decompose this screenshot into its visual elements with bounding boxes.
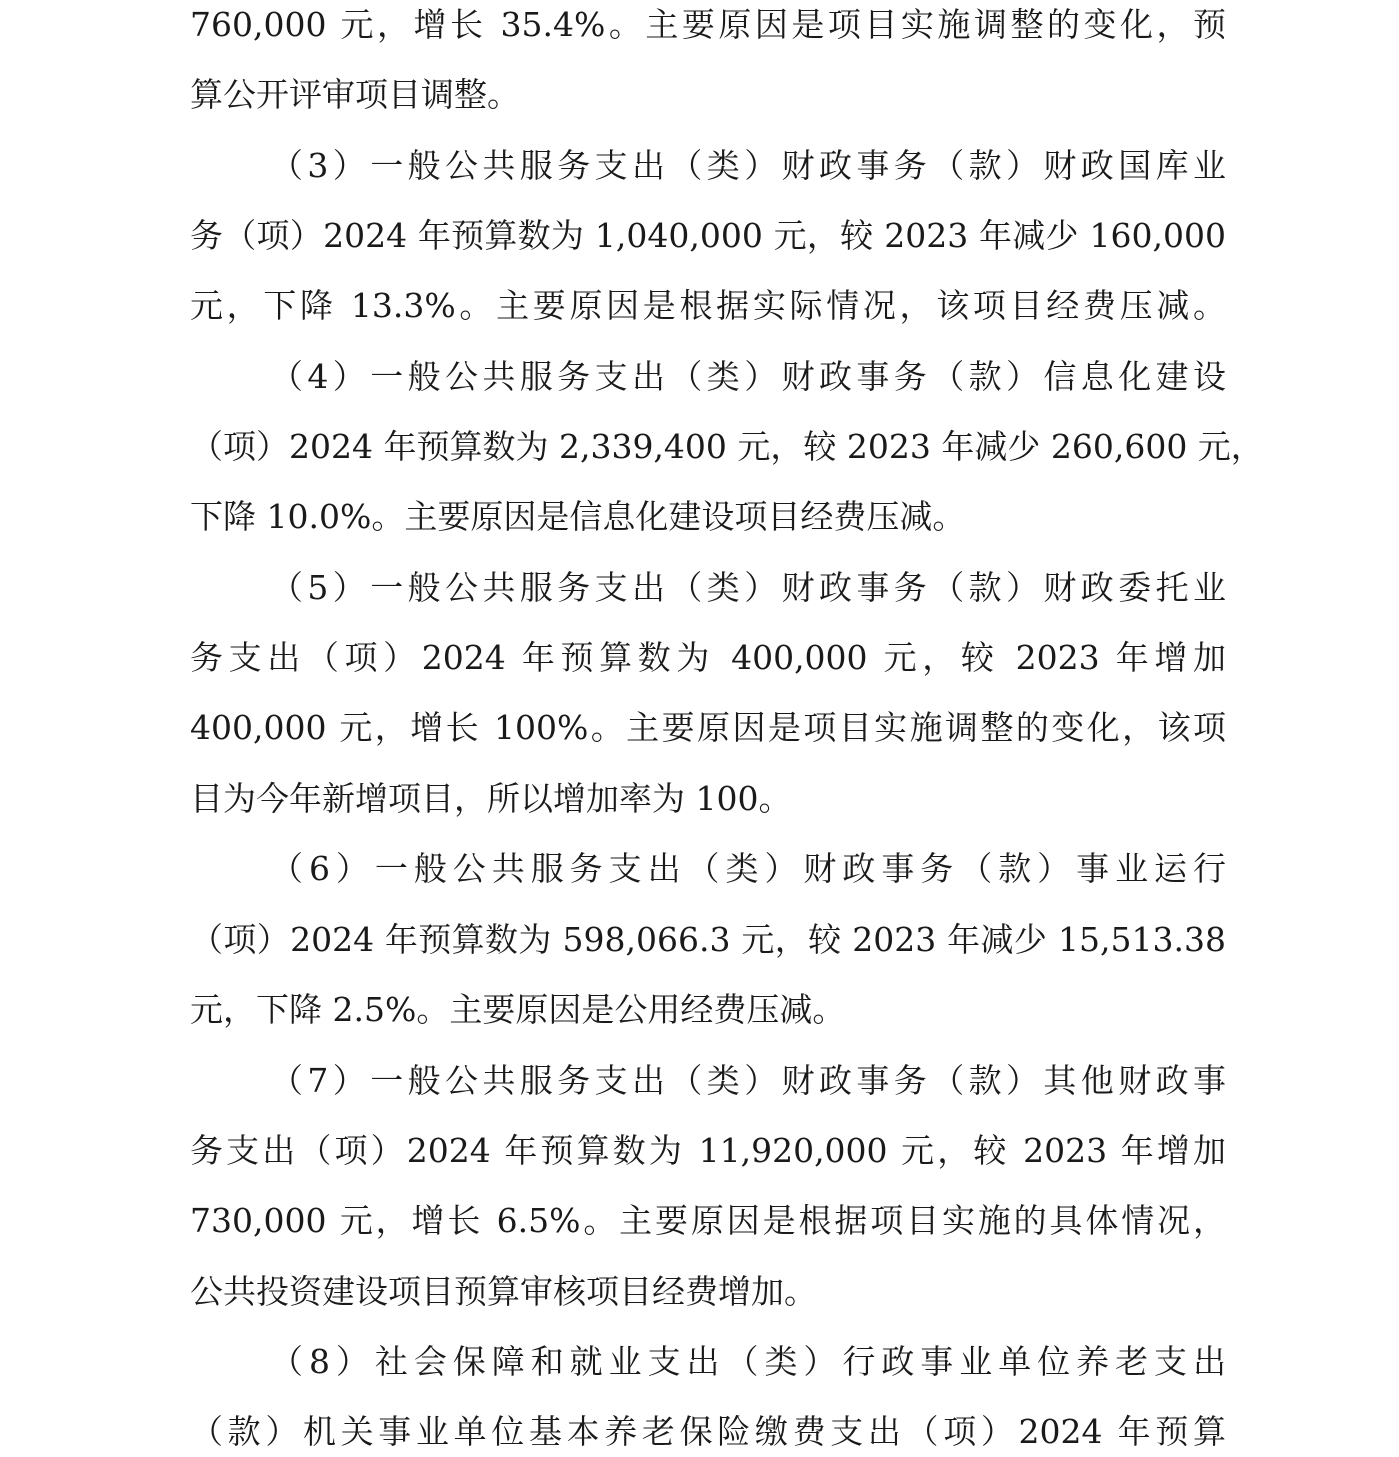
body-text-line: 下降 10.0%。主要原因是信息化建设项目经费压减。 [190,497,966,536]
paragraph-heading-6: （6）一般公共服务支出（类）财政事务（款）事业运行 [270,849,1226,888]
body-text-line: 务支出（项）2024 年预算数为 11,920,000 元，较 2023 年增加 [190,1131,1226,1170]
paragraph-heading-4: （4）一般公共服务支出（类）财政事务（款）信息化建设 [270,357,1226,396]
body-text-line: 730,000 元，增长 6.5%。主要原因是根据项目实施的具体情况， [190,1201,1226,1240]
paragraph-heading-5: （5）一般公共服务支出（类）财政事务（款）财政委托业 [270,568,1226,607]
body-text-line: 务（项）2024 年预算数为 1,040,000 元，较 2023 年减少 160,000 [190,216,1226,255]
body-text-line: （项）2024 年预算数为 598,066.3 元，较 2023 年减少 15,513.38 [190,920,1226,959]
body-text-line: 算公开评审项目调整。 [190,75,520,114]
paragraph-heading-7: （7）一般公共服务支出（类）财政事务（款）其他财政事 [270,1061,1226,1100]
body-text-line: （款）机关事业单位基本养老保险缴费支出（项）2024 年预算 [190,1412,1226,1451]
body-text-line: 务支出（项）2024 年预算数为 400,000 元，较 2023 年增加 [190,638,1226,677]
body-text-line: 元，下降 13.3%。主要原因是根据实际情况，该项目经费压减。 [190,286,1226,325]
body-text-line: 400,000 元，增长 100%。主要原因是项目实施调整的变化，该项 [190,708,1226,747]
body-text-line: 元，下降 2.5%。主要原因是公用经费压减。 [190,990,846,1029]
body-text-line: 目为今年新增项目，所以增加率为 100。 [190,779,792,818]
body-text-line: （项）2024 年预算数为 2,339,400 元，较 2023 年减少 260,600 元， [190,427,1264,466]
body-text-line: 760,000 元，增长 35.4%。主要原因是项目实施调整的变化，预 [190,5,1226,44]
paragraph-heading-3: （3）一般公共服务支出（类）财政事务（款）财政国库业 [270,146,1226,185]
paragraph-heading-8: （8）社会保障和就业支出（类）行政事业单位养老支出 [270,1342,1226,1381]
body-text-line: 公共投资建设项目预算审核项目经费增加。 [190,1272,817,1311]
